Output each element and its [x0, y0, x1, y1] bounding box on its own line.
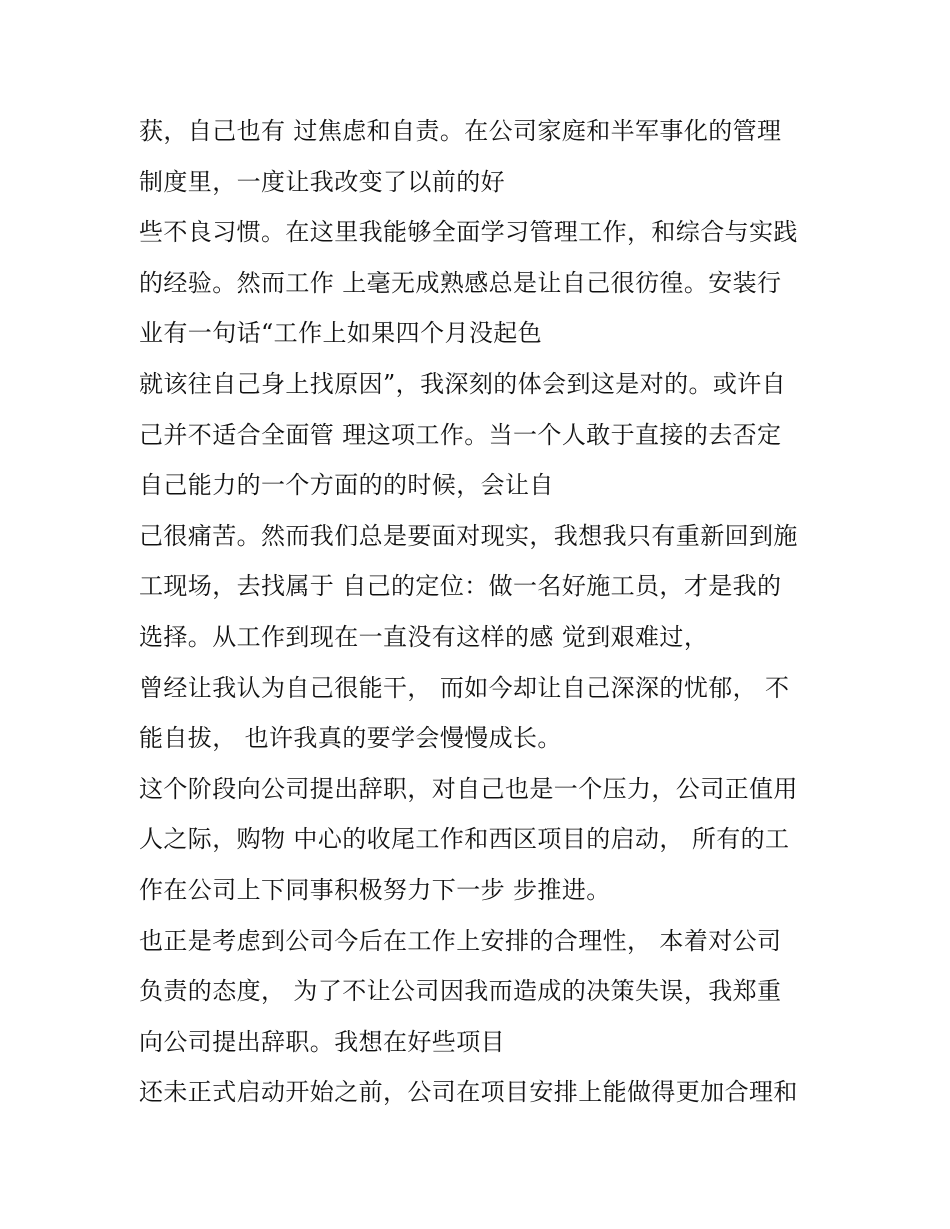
text-line: 己很痛苦。然而我们总是要面对现实，我想我只有重新回到施 — [139, 521, 798, 550]
text-line: 能自拔， 也许我真的要学会慢慢成长。 — [139, 724, 562, 753]
text-line: 作在公司上下同事积极努力下一步 步推进。 — [139, 875, 611, 904]
text-line: 这个阶段向公司提出辞职，对自己也是一个压力，公司正值用 — [139, 774, 798, 803]
text-line: 获，自己也有 过焦虑和自责。在公司家庭和半军事化的管理 — [139, 117, 782, 145]
text-line: 工现场，去找属于 自己的定位：做一名好施工员，才是我的 — [139, 572, 782, 601]
text-line: 的经验。然而工作 上毫无成熟感总是让自己很彷徨。安装行 — [139, 268, 782, 297]
text-line: 些不良习惯。在这里我能够全面学习管理工作，和综合与实践 — [139, 218, 798, 247]
text-line: 还未正式启动开始之前，公司在项目安排上能做得更加合理和 — [139, 1078, 798, 1107]
text-line: 自己能力的一个方面的的时候，会让自 — [139, 471, 554, 500]
text-line: 曾经让我认为自己很能干， 而如今却让自己深深的忧郁， 不 — [139, 673, 790, 702]
text-line: 就该往自己身上找原因”，我深刻的体会到这是对的。或许自 — [139, 369, 787, 398]
text-line: 人之际，购物 中心的收尾工作和西区项目的启动， 所有的工 — [139, 825, 790, 854]
text-line: 负责的态度， 为了不让公司因我而造成的决策失误，我郑重 — [139, 977, 782, 1006]
body-text — [139, 106, 829, 1118]
text-line: 向公司提出辞职。我想在好些项目 — [139, 1027, 505, 1056]
text-line: 选择。从工作到现在一直没有这样的感 觉到艰难过， — [139, 622, 709, 651]
text-line: 业有一句话“工作上如果四个月没起色 — [139, 319, 543, 348]
text-line: 己并不适合全面管 理这项工作。当一个人敢于直接的去否定 — [139, 420, 782, 449]
text-line: 制度里，一度让我改变了以前的好 — [139, 167, 505, 196]
text-line: 也正是考虑到公司今后在工作上安排的合理性， 本着对公司 — [139, 926, 782, 955]
